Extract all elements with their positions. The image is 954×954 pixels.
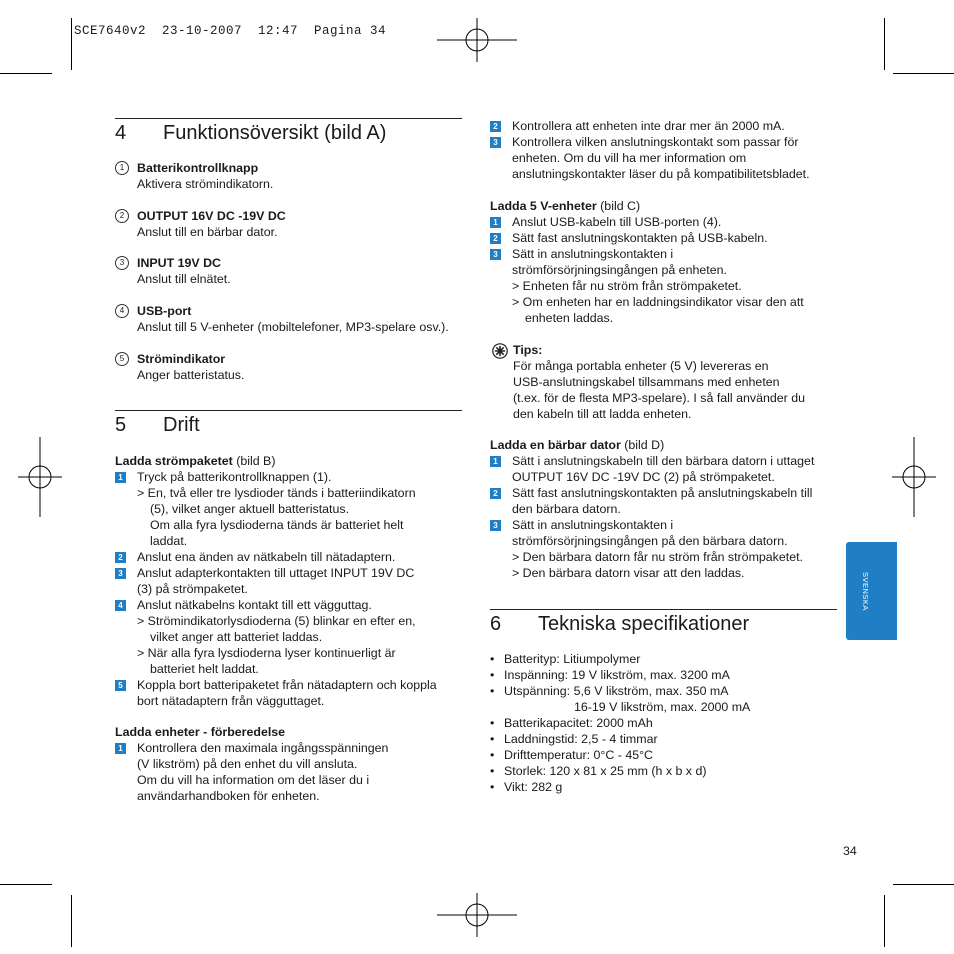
feature-number-badge: 5: [115, 352, 129, 366]
step-line: Sätt i anslutningskabeln till den bärbara datorn i uttaget: [512, 454, 815, 468]
step-line: > Om enheten har en laddningsindikator visar den att: [512, 295, 804, 309]
feature-desc: Anslut till elnätet.: [137, 272, 231, 286]
step-line: Tryck på batterikontrollknappen (1).: [137, 470, 332, 484]
feature-number-badge: 1: [115, 161, 129, 175]
step-badge: 3: [490, 137, 501, 148]
language-tab: [846, 542, 897, 640]
feature-title: USB-port: [137, 304, 192, 318]
step-line: strömförsörjningsingången på den bärbara datorn.: [512, 534, 788, 548]
spec-item: Vikt: 282 g: [504, 780, 563, 794]
feature-title: Batterikontrollknapp: [137, 161, 259, 175]
feature-title: INPUT 19V DC: [137, 256, 221, 270]
step-line: Kontrollera den maximala ingångsspänningen: [137, 741, 389, 755]
step-line: Sätt in anslutningskontakten i: [512, 518, 674, 532]
charge-laptop-heading: Ladda en bärbar dator (bild D): [490, 438, 665, 452]
step-badge: 2: [115, 552, 126, 563]
section-4-number: 4: [115, 122, 127, 144]
step-badge: 2: [490, 488, 501, 499]
feature-desc: Anslut till en bärbar dator.: [137, 225, 278, 239]
step-line: > När alla fyra lysdioderna lyser kontinuerligt är: [137, 646, 396, 660]
tips-line: För många portabla enheter (5 V) levereras en: [513, 359, 769, 373]
spec-item: Batterikapacitet: 2000 mAh: [504, 716, 653, 730]
spec-item: Batterityp: Litiumpolymer: [504, 652, 641, 666]
spec-item: Laddningstid: 2,5 - 4 timmar: [504, 732, 658, 746]
tips-label: Tips:: [513, 343, 543, 357]
step-line: (3) på strömpaketet.: [137, 582, 248, 596]
step-badge: 1: [115, 743, 126, 754]
language-tab-label: SVENSKA: [861, 572, 870, 611]
tips-line: USB-anslutningskabel tillsammans med enheten: [513, 375, 780, 389]
tips-line: (t.ex. för de flesta MP3-spelare). I så fall använder du: [513, 391, 806, 405]
feature-title: Strömindikator: [137, 352, 226, 366]
step-line: (5), vilket anger aktuell batteristatus.: [150, 502, 350, 516]
step-badge: 1: [490, 217, 501, 228]
step-line: Sätt in anslutningskontakten i: [512, 247, 674, 261]
step-line: > Den bärbara datorn får nu ström från strömpaketet.: [512, 550, 803, 564]
charge-pack-heading: Ladda strömpaketet (bild B): [115, 454, 276, 468]
step-line: Anslut adapterkontakten till uttaget INPUT 19V DC: [137, 566, 415, 580]
prep-heading: Ladda enheter - förberedelse: [115, 725, 286, 739]
print-header: SCE7640v2 23-10-2007 12:47 Pagina 34: [74, 24, 387, 38]
step-line: strömförsörjningsingången på enheten.: [512, 263, 727, 277]
step-line: > Enheten får nu ström från strömpaketet.: [512, 279, 742, 293]
step-line: > Strömindikatorlysdioderna (5) blinkar en efter en,: [137, 614, 416, 628]
step-line: batteriet helt laddat.: [150, 662, 259, 676]
step-line: enheten. Om du vill ha mer information om: [512, 151, 747, 165]
step-badge: 2: [490, 121, 501, 132]
step-badge: 2: [490, 233, 501, 244]
step-line: > Den bärbara datorn visar att den laddas.: [512, 566, 745, 580]
tips-line: den kabeln till att ladda enheten.: [513, 407, 692, 421]
step-line: Sätt fast anslutningskontakten på USB-kabeln.: [512, 231, 768, 245]
section-6-title: [490, 612, 749, 636]
step-line: bort nätadaptern från vägguttaget.: [137, 694, 325, 708]
step-badge: 1: [490, 456, 501, 467]
step-badge: 1: [115, 472, 126, 483]
step-line: Om du vill ha information om det läser du i: [137, 773, 370, 787]
feature-number-badge: 2: [115, 209, 129, 223]
step-line: Anslut nätkabelns kontakt till ett vägguttag.: [137, 598, 372, 612]
step-line: den bärbara datorn.: [512, 502, 621, 516]
step-line: Om alla fyra lysdioderna tänds är batteriet helt: [150, 518, 404, 532]
section-4-title-text: Funktionsöversikt (bild A): [163, 122, 387, 144]
feature-desc: Anslut till 5 V-enheter (mobiltelefoner, MP3-spelare osv.).: [137, 320, 449, 334]
step-line: > En, två eller tre lysdioder tänds i batteriindikatorn: [137, 486, 416, 500]
step-line: vilket anger att batteriet laddas.: [150, 630, 323, 644]
step-line: Sätt fast anslutningskontakten på anslutningskabeln till: [512, 486, 813, 500]
section-5-title-text: Drift: [163, 414, 200, 436]
step-badge: 4: [115, 600, 126, 611]
step-line: (V likström) på den enhet du vill ansluta.: [137, 757, 358, 771]
step-line: anslutningskontakter läser du på kompatibilitetsbladet.: [512, 167, 810, 181]
tips-icon: [492, 343, 508, 359]
spec-item: Storlek: 120 x 81 x 25 mm (h x b x d): [504, 764, 707, 778]
step-line: Kontrollera att enheten inte drar mer än 2000 mA.: [512, 119, 785, 133]
section-5-number: 5: [115, 414, 127, 436]
spec-item: 16-19 V likström, max. 2000 mA: [574, 700, 751, 714]
section-6-number: 6: [490, 613, 502, 635]
step-line: enheten laddas.: [525, 311, 614, 325]
section-6-rule: [490, 609, 837, 610]
section-5-rule: [115, 410, 462, 411]
feature-desc: Aktivera strömindikatorn.: [137, 177, 274, 191]
spec-item: Drifttemperatur: 0°C - 45°C: [504, 748, 654, 762]
step-line: Koppla bort batteripaketet från nätadaptern och koppla: [137, 678, 437, 692]
spec-item: Utspänning: 5,6 V likström, max. 350 mA: [504, 684, 729, 698]
feature-number-badge: 3: [115, 256, 129, 270]
step-line: OUTPUT 16V DC -19V DC (2) på strömpaketet.: [512, 470, 775, 484]
feature-number-badge: 4: [115, 304, 129, 318]
step-line: laddat.: [150, 534, 188, 548]
step-badge: 5: [115, 680, 126, 691]
charge-5v-heading: Ladda 5 V-enheter (bild C): [490, 199, 641, 213]
section-4-rule: [115, 118, 462, 119]
step-badge: 3: [490, 520, 501, 531]
step-line: Anslut ena änden av nätkabeln till nätadaptern.: [137, 550, 396, 564]
section-4-title: [115, 121, 386, 145]
feature-desc: Anger batteristatus.: [137, 368, 245, 382]
section-5-title: [115, 413, 200, 437]
step-line: Kontrollera vilken anslutningskontakt som passar för: [512, 135, 799, 149]
step-badge: 3: [115, 568, 126, 579]
spec-item: Inspänning: 19 V likström, max. 3200 mA: [504, 668, 730, 682]
step-badge: 3: [490, 249, 501, 260]
section-6-title-text: Tekniska specifikationer: [538, 613, 750, 635]
step-line: användarhandboken för enheten.: [137, 789, 320, 803]
page-number: 34: [843, 844, 857, 858]
step-line: Anslut USB-kabeln till USB-porten (4).: [512, 215, 722, 229]
feature-title: OUTPUT 16V DC -19V DC: [137, 209, 286, 223]
